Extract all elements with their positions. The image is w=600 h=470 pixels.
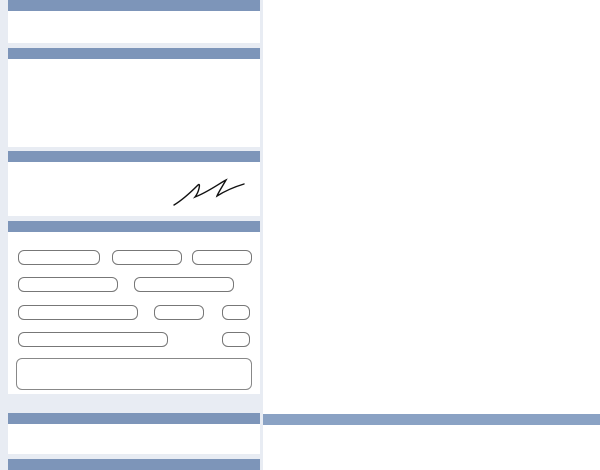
immat-value xyxy=(18,250,100,265)
centre-box xyxy=(8,59,260,147)
kilometrage-box xyxy=(8,424,260,454)
controleur-title xyxy=(8,151,260,162)
modele-value xyxy=(134,277,234,292)
vehicule-box xyxy=(8,232,260,394)
energie-value xyxy=(222,332,250,347)
informations-title xyxy=(8,459,260,470)
kilometrage-title xyxy=(8,413,260,424)
vehicule-title xyxy=(8,221,260,232)
mesures-title xyxy=(263,414,600,425)
vin-value xyxy=(18,305,138,320)
signature-icon xyxy=(168,175,248,210)
controleur-box xyxy=(8,162,260,216)
date-first-value xyxy=(192,250,252,265)
date-immat-value xyxy=(112,250,182,265)
right-column xyxy=(263,0,600,470)
genre-value xyxy=(222,305,250,320)
type-value xyxy=(18,332,168,347)
documents-value xyxy=(16,358,252,390)
centre-title xyxy=(8,48,260,59)
categorie-value xyxy=(154,305,204,320)
marque-value xyxy=(18,277,118,292)
mesures-box xyxy=(263,425,600,470)
left-column xyxy=(8,0,260,470)
prochain-controle-title xyxy=(8,0,260,11)
prochain-controle-box xyxy=(8,11,260,43)
